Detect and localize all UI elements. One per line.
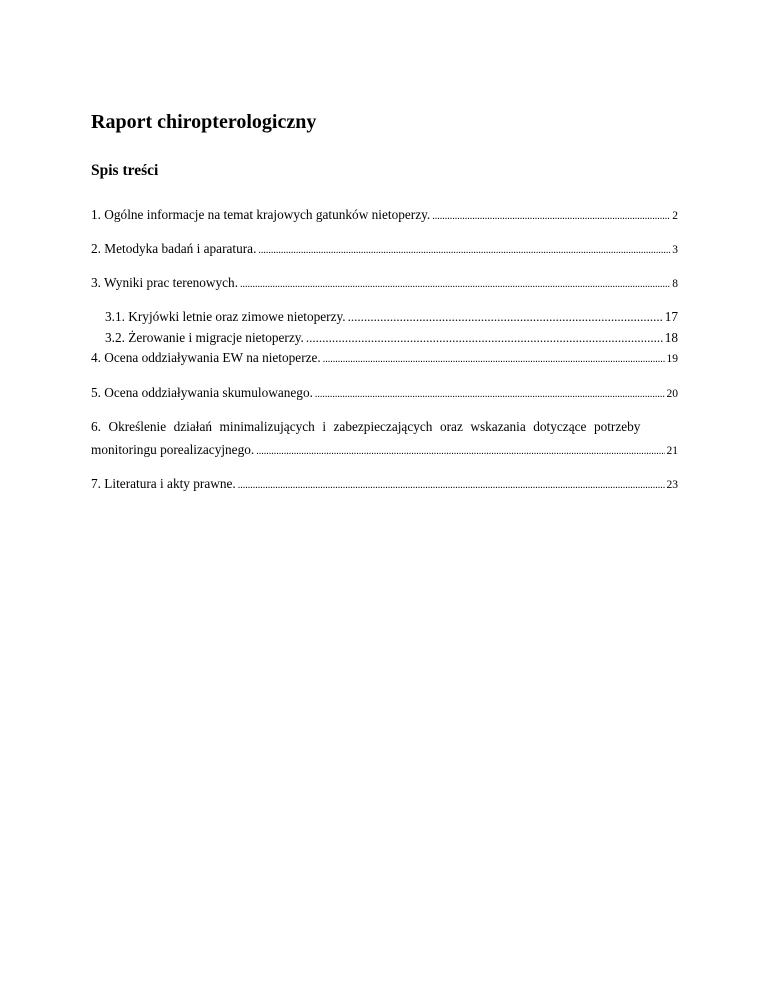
toc-page-number: 3	[672, 244, 678, 256]
toc-entry[interactable]	[91, 349, 678, 369]
toc-page-number: 20	[666, 388, 678, 400]
toc-dot-leader	[256, 443, 664, 461]
toc-entry-title: 1. Ogólne informacje na temat krajowych gatunków nietoperzy.	[91, 207, 431, 222]
toc-entry[interactable]	[91, 475, 678, 495]
toc-entry-title: 4. Ocena oddziaływania EW na nietoperze.	[91, 350, 321, 365]
toc-page-number: 23	[666, 479, 678, 491]
toc-subentry[interactable]	[105, 329, 678, 347]
toc-dot-leader	[323, 351, 665, 369]
toc-entry-title: 3. Wyniki prac terenowych.	[91, 275, 239, 290]
toc-dot-leader	[306, 329, 663, 347]
toc-entry-continuation[interactable]	[91, 441, 678, 461]
toc-entry-title: 2. Metodyka badań i aparatura.	[91, 241, 257, 256]
toc-entry-title: 5. Ocena oddziaływania skumulowanego.	[91, 385, 313, 400]
toc-entry[interactable]	[91, 206, 678, 226]
toc-page-number: 17	[664, 309, 678, 324]
document-title: Raport chiropterologiczny	[91, 111, 317, 133]
toc-page-number: 19	[666, 353, 678, 365]
toc-entry[interactable]	[91, 240, 678, 260]
toc-dot-leader	[240, 276, 670, 294]
toc-dot-leader	[348, 308, 663, 326]
toc-entry[interactable]	[91, 384, 678, 404]
toc-dot-leader	[238, 477, 665, 495]
toc-entry-title-line1: 6. Określenie działań minimalizujących i zabezpieczających oraz wskazania dotyczące potrzeby	[91, 419, 641, 434]
toc-page-number: 2	[672, 210, 678, 222]
toc-dot-leader	[315, 386, 665, 404]
toc-page-number: 21	[666, 445, 678, 457]
toc-dot-leader	[432, 208, 670, 226]
toc-page-number: 8	[672, 278, 678, 290]
toc-entry-title: 7. Literatura i akty prawne.	[91, 476, 236, 491]
toc-entry-title: 3.2. Żerowanie i migracje nietoperzy.	[105, 330, 304, 345]
toc-entry-title: 3.1. Kryjówki letnie oraz zimowe nietoperzy.	[105, 309, 346, 324]
toc-page-number: 18	[664, 330, 678, 345]
toc-entry[interactable]	[91, 418, 678, 436]
toc-entry[interactable]	[91, 274, 678, 294]
toc-entry-title-line2: monitoringu porealizacyjnego.	[91, 442, 255, 457]
toc-heading: Spis treści	[91, 162, 159, 179]
toc-dot-leader	[258, 242, 670, 260]
toc-subentry[interactable]	[105, 308, 678, 326]
